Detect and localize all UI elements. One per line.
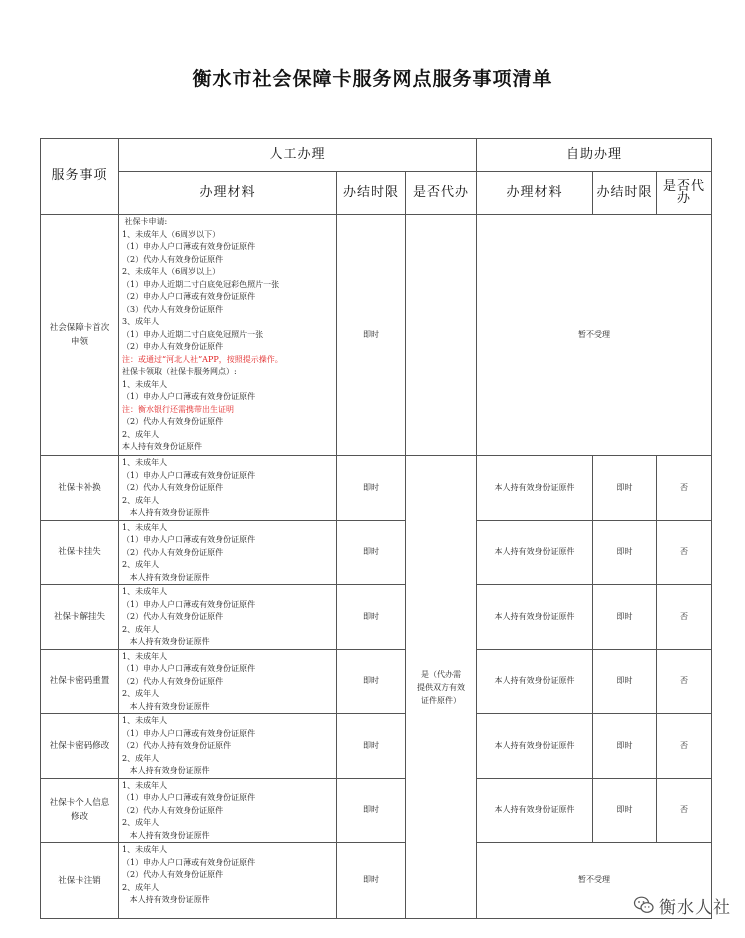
page-title: 衡水市社会保障卡服务网点服务事项清单	[192, 68, 553, 90]
self-not-accepted: 暂不受理	[477, 215, 712, 456]
time-limit: 即时	[337, 778, 406, 843]
materials-text: （2）代办人有效身份证原件 2、成年人 本人持有效身份证原件	[122, 417, 224, 451]
self-not-accepted: 暂不受理	[477, 843, 712, 919]
self-materials: 本人持有效身份证原件	[477, 778, 593, 843]
table-row	[41, 714, 712, 779]
time-limit: 即时	[337, 215, 406, 456]
table-row	[41, 649, 712, 714]
self-proxy: 否	[657, 778, 712, 843]
service-name: 社保卡密码重置	[41, 649, 119, 714]
header-self-time: 办结时限	[593, 172, 657, 215]
materials-text: 1、未成年人 （1）申办人户口薄或有效身份证原件 （2）代办人有效身份证原件 2、成年人 本人持有效身份证原件	[119, 649, 337, 714]
wechat-icon	[633, 895, 655, 915]
materials-text: 社保卡申请: 1、未成年人（6周岁以下） （1）申办人户口薄或有效身份证原件 （2）代办人有效身份证原件 2、未成年人（6周岁以上） （1）申办人近期二寸白底免冠彩色照片一张 （2）申办人户口薄或有效身份证原件 （3）代办人有效身份证原件 3、成年人 （1）申办人近期二寸白底免冠照片一张 （2）申办人有效身份证原件	[122, 217, 280, 351]
header-self-materials: 办理材料	[477, 172, 593, 215]
note-text: 注：或通过“河北人社”APP，按照提示操作。	[122, 354, 283, 364]
time-limit: 即时	[337, 714, 406, 779]
service-name: 社保卡解挂失	[41, 585, 119, 650]
self-proxy: 否	[657, 714, 712, 779]
materials-text: 1、未成年人 （1）申办人户口薄或有效身份证原件 （2）代办人有效身份证原件 2、成年人 本人持有效身份证原件	[119, 456, 337, 521]
service-name: 社保卡个人信息 修改	[41, 778, 119, 843]
service-name: 社保卡密码修改	[41, 714, 119, 779]
watermark	[633, 893, 731, 917]
self-proxy: 否	[657, 649, 712, 714]
self-time: 即时	[593, 649, 657, 714]
materials-text: 1、未成年人 （1）申办人户口薄或有效身份证原件 （2）代办人有效身份证原件 2、成年人 本人持有效身份证原件	[119, 520, 337, 585]
header-manual-proxy: 是否代办	[406, 172, 477, 215]
self-time: 即时	[593, 456, 657, 521]
self-time: 即时	[593, 585, 657, 650]
time-limit: 即时	[337, 520, 406, 585]
materials-text: 1、未成年人 （1）申办人户口薄或有效身份证原件 （2）代办人有效身份证原件 2、成年人 本人持有效身份证原件	[119, 585, 337, 650]
time-limit: 即时	[337, 456, 406, 521]
note-text: 注：衡水银行还需携带出生证明	[122, 404, 234, 414]
materials-text: 1、未成年人 （1）申办人户口薄或有效身份证原件 （2）代办人有效身份证原件 2、成年人 本人持有效身份证原件	[119, 843, 337, 919]
self-materials: 本人持有效身份证原件	[477, 520, 593, 585]
materials-text: 社保卡领取（社保卡服务网点）: 1、未成年人 （1）申办人户口薄或有效身份证原件	[122, 367, 256, 401]
service-name: 社保卡补换	[41, 456, 119, 521]
self-materials: 本人持有效身份证原件	[477, 714, 593, 779]
table-row	[41, 215, 712, 456]
table-row	[41, 843, 712, 919]
self-materials: 本人持有效身份证原件	[477, 649, 593, 714]
header-manual-materials: 办理材料	[119, 172, 337, 215]
self-time: 即时	[593, 778, 657, 843]
shared-proxy: 是（代办需 提供双方有效 证件原件）	[406, 456, 477, 919]
time-limit: 即时	[337, 585, 406, 650]
self-proxy: 否	[657, 456, 712, 521]
time-limit: 即时	[337, 843, 406, 919]
materials-text: 1、未成年人 （1）申办人户口薄或有效身份证原件 （2）代办人持有效身份证原件 2、成年人 本人持有效身份证原件	[119, 714, 337, 779]
header-self-proxy: 是否代办	[657, 172, 712, 215]
self-time: 即时	[593, 520, 657, 585]
table-row	[41, 778, 712, 843]
self-materials: 本人持有效身份证原件	[477, 456, 593, 521]
header-manual: 人工办理	[119, 139, 477, 172]
service-name: 社保卡挂失	[41, 520, 119, 585]
service-name: 社会保障卡首次 申领	[41, 215, 119, 456]
self-materials: 本人持有效身份证原件	[477, 585, 593, 650]
self-proxy: 否	[657, 520, 712, 585]
time-limit: 即时	[337, 649, 406, 714]
self-proxy: 否	[657, 585, 712, 650]
table-row	[41, 456, 712, 521]
self-time: 即时	[593, 714, 657, 779]
watermark-text: 衡水人社	[659, 897, 731, 918]
materials-text: 1、未成年人 （1）申办人户口薄或有效身份证原件 （2）代办人有效身份证原件 2、成年人 本人持有效身份证原件	[119, 778, 337, 843]
header-self-service: 自助办理	[477, 139, 712, 172]
materials-cell	[119, 215, 337, 456]
header-service-item: 服务事项	[41, 139, 119, 215]
proxy-blank	[406, 215, 477, 456]
table-row	[41, 520, 712, 585]
service-name: 社保卡注销	[41, 843, 119, 919]
service-table	[40, 138, 712, 919]
header-manual-time: 办结时限	[337, 172, 406, 215]
table-row	[41, 585, 712, 650]
